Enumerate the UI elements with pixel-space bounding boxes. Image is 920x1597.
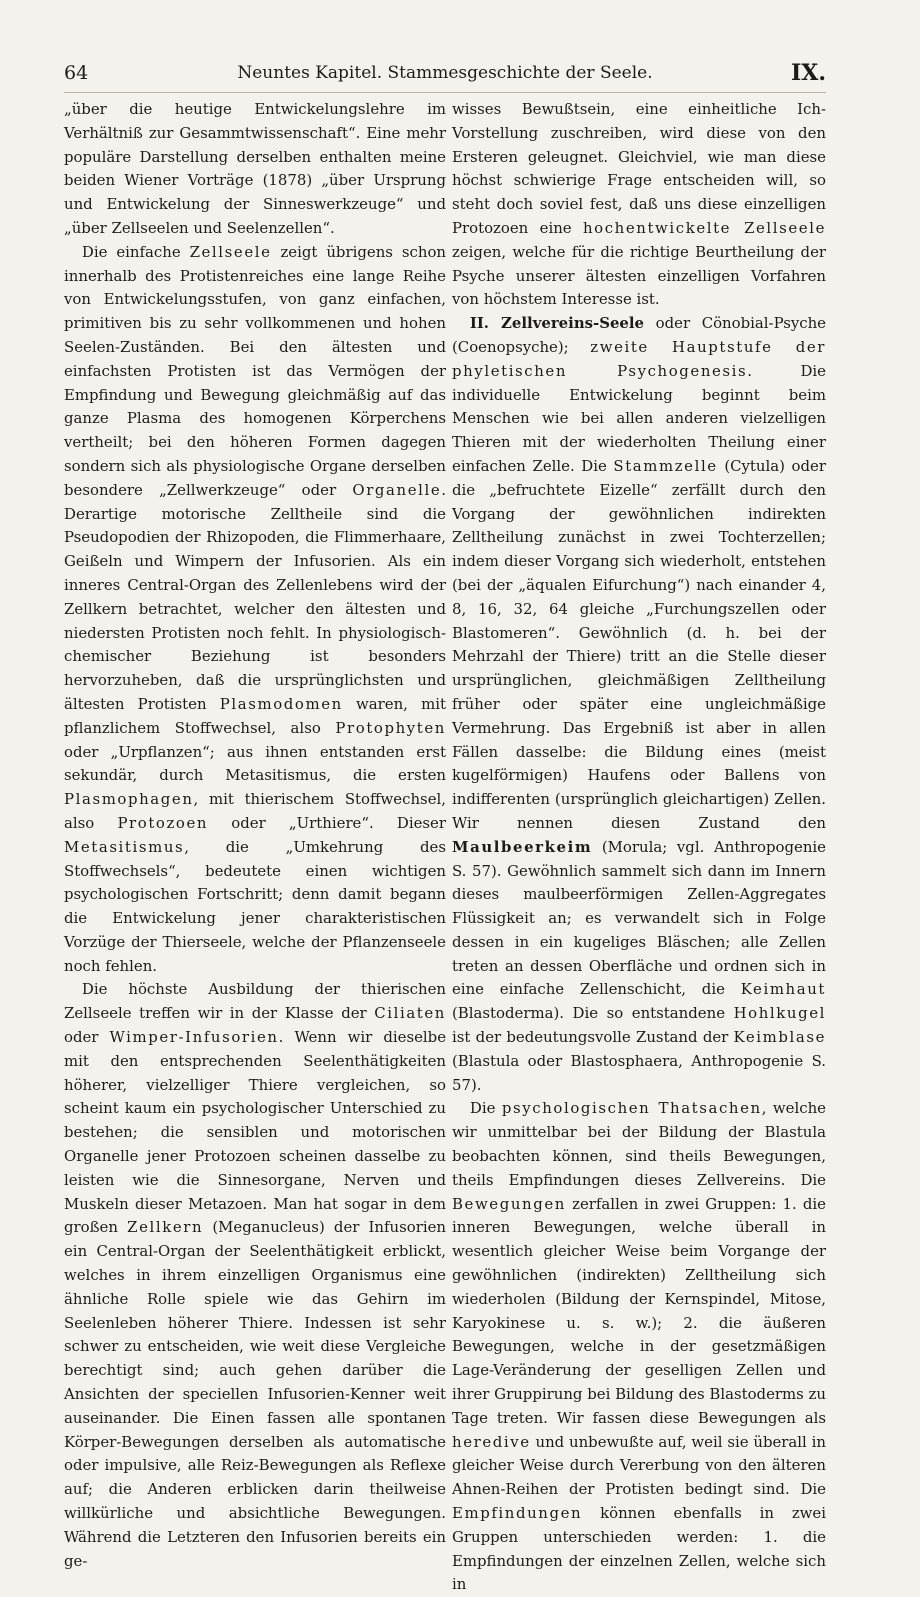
emphasis-term: Protophyten	[335, 718, 446, 737]
text-run: , welche wir unmittelbar bei der Bildung der Blastula beobachten können, sind theils Bewegungen, theils Empfindungen dieses Zellvereins. Die	[452, 1099, 826, 1189]
text-run: oder Cönobial-Psyche (Coenopsyche);	[452, 314, 826, 356]
emphasis-term: Keimblase	[733, 1028, 826, 1047]
left-column	[64, 98, 447, 1570]
emphasis-term: Keimhaut	[740, 980, 826, 999]
emphasis-term: Maulbeerkeim	[452, 837, 593, 856]
section-heading: II. Zellvereins-Seele	[469, 314, 645, 333]
emphasis-term: Wimper-Infusorien	[109, 1028, 279, 1047]
text-run: (Meganucleus) der Infusorien ein Central-Organ der Seelenthätigkeit erblickt, welches in ihrem einzelligen Organismus eine ähnliche Rolle spiele wie das Gehirn im Seelenleben höherer Thiere. Indessen ist sehr schwer zu entscheiden, wie weit diese Vergleiche berechtigt sind; auch gehen darüber die Ansichten der speciellen Infusorien-Kenner weit auseinander. Die Einen fassen alle spontanen Körper-Bewegungen derselben als automatische oder impulsive, alle Reiz-Bewegungen als Reflexe auf; die Anderen erblicken darin theilweise willkürliche und absichtliche Bewegungen. Während die Letzteren den Infusorien bereits ein ge-	[64, 1218, 447, 1570]
text-run: oder „Urthiere“. Dieser	[208, 813, 446, 832]
text-run: oder „Urpflanzen“; aus ihnen entstanden erst sekundär, durch Metasitismus, die ersten	[64, 742, 446, 785]
emphasis-term: zweite Hauptstufe der phyletischen Psychogenesis	[452, 337, 826, 380]
left-paragraph-3	[64, 978, 446, 1573]
emphasis-term: Zellseele	[189, 242, 272, 261]
running-title: Neuntes Kapitel. Stammesgeschichte der Seele.	[237, 63, 653, 83]
left-paragraph-2	[64, 241, 446, 979]
emphasis-term: Protozoen	[117, 813, 209, 832]
text-run: ist der bedeutungsvolle Zustand der	[452, 1028, 734, 1047]
text-run: Die einfache	[81, 242, 190, 261]
right-paragraph-1	[452, 98, 826, 312]
right-column	[452, 98, 826, 1594]
text-run: . Derartige motorische Zelltheile sind die Pseudopodien der Rhizopoden, die Flimmerhaare, Geißeln und Wimpern der Infusorien. Als ein inneres Central-Organ des Zellenlebens wird der Zellkern betrachtet, welcher den ältesten und niedersten Protisten noch fehlt. In physiologisch-chemischer Beziehung ist besonders hervorzuheben, daß die ursprünglichsten und ältesten Protisten	[64, 480, 446, 713]
text-run: . Die individuelle Entwickelung beginnt beim Menschen wie bei allen anderen vielzelligen Thieren mit der wiederholten Theilung einer einfachen Zelle. Die	[452, 361, 826, 475]
emphasis-term: hochentwickelte Zellseele	[582, 218, 826, 237]
text-run: und unbewußte auf, weil sie überall in gleicher Weise durch Vererbung von den älteren Ahnen-Reihen der Protisten bedingt sind. Die	[452, 1432, 826, 1499]
emphasis-term: Ciliaten	[374, 1004, 446, 1023]
page-header	[64, 62, 826, 96]
emphasis-term: Plasmodomen	[219, 694, 343, 713]
text-run: (Cytula) oder die „befruchtete Eizelle“ zerfällt durch den Vorgang der gewöhnlichen indirekten Zelltheilung zunächst in zwei Tochterzellen; indem dieser Vorgang sich wiederholt, entstehen (bei der „äqualen Eifurchung“) nach einander 4, 8, 16, 32, 64 gleiche „Furchungszellen oder Blastomeren“. Gewöhnlich (d. h. bei der Mehrzahl der Thiere) tritt an die Stelle dieser ursprünglichen, gleichmäßigen Zelltheilung früher oder später eine ungleichmäßige Vermehrung. Das Ergebniß ist aber in allen Fällen dasselbe: die Bildung eines (meist kugelförmigen) Haufens oder Ballens von indifferenten (ursprünglich gleichartigen) Zellen. Wir nennen diesen Zustand den	[452, 456, 826, 832]
text-run: zerfallen in zwei Gruppen: 1. die inneren Bewegungen, welche überall in wesentlich gleicher Weise beim Vorgange der gewöhnlichen (indirekten) Zelltheilung sich wiederholen (Bildung der Kernspindel, Mitose, Karyokinese u. s. w.); 2. die äußeren Bewegungen, welche in der gesetzmäßigen Lage-Veränderung der geselligen Zellen und ihrer Gruppirung bei Bildung des Blastoderms zu Tage treten. Wir fassen diese Bewegungen als	[452, 1194, 826, 1427]
right-paragraph-3	[452, 1097, 826, 1597]
text-run: . Wenn wir dieselbe mit den entsprechenden Seelenthätigkeiten höherer, vielzelliger Thiere vergleichen, so scheint kaum ein psychologischer Unterschied zu bestehen; die sensiblen und motorischen Organelle jener Protozoen scheinen dasselbe zu leisten wie die Sinnesorgane, Nerven und Muskeln dieser Metazoen. Man hat sogar in dem großen	[64, 1028, 447, 1237]
emphasis-term: psychologischen Thatsachen	[501, 1099, 762, 1118]
text-run: zeigen, welche für die richtige Beurtheilung der Psyche unserer ältesten einzelligen Vorfahren von höchstem Interesse ist.	[452, 242, 826, 309]
emphasis-term: Plasmophagen	[64, 790, 194, 809]
text-run: (Blastoderma). Die so entstandene	[452, 1004, 734, 1023]
emphasis-term: Organelle	[352, 480, 442, 499]
header-rule	[64, 92, 826, 93]
page-number: 64	[64, 62, 89, 84]
text-run: Die höchste Ausbildung der thierischen Zellseele treffen wir in der Klasse der	[64, 980, 446, 1023]
text-run: wisses Bewußtsein, eine einheitliche Ich-Vorstellung zuschreiben, wird diese von den Ersteren geleugnet. Gleichviel, wie man diese höchst schwierige Frage entscheiden will, so steht doch soviel fest, daß uns diese einzelligen Protozoen eine	[452, 100, 826, 237]
text-run: Die	[469, 1099, 502, 1118]
text-run: , mit thierischem Stoffwechsel, also	[64, 790, 446, 832]
emphasis-term: Bewegungen	[452, 1194, 566, 1213]
emphasis-term: Empfindungen	[452, 1504, 583, 1523]
emphasis-term: Zellkern	[127, 1218, 204, 1237]
text-run: , die „Umkehrung des Stoffwechsels“, bedeutete einen wichtigen psychologischen Fortschritt; denn damit begann die Entwickelung jener charakteristischen Vorzüge der Thierseele, welche der Pflanzenseele noch fehlen.	[64, 837, 446, 975]
emphasis-term: Stammzelle	[613, 456, 718, 475]
text-run: (Blastula oder Blastosphaera, Anthropogenie S. 57).	[452, 1051, 826, 1094]
chapter-number: IX.	[790, 60, 826, 86]
emphasis-term: Metasitismus	[64, 837, 185, 856]
text-run: (Morula; vgl. Anthropogenie S. 57). Gewöhnlich sammelt sich dann im Innern dieses maulbeerförmigen Zellen-Aggregates Flüssigkeit an; es verwandelt sich in Folge dessen in ein kugeliges Bläschen; alle Zellen treten an dessen Oberfläche und ordnen sich in eine einfache Zellenschicht, die	[452, 837, 826, 999]
emphasis-term: heredive	[452, 1432, 531, 1451]
emphasis-term: Hohlkugel	[733, 1004, 826, 1023]
text-run: können ebenfalls in zwei Gruppen unterschieden werden: 1. die Empfindungen der einzelnen Zellen, welche sich in	[452, 1504, 826, 1594]
text-run: oder	[64, 1028, 110, 1047]
text-run: zeigt übrigens schon innerhalb des Protistenreiches eine lange Reihe von Entwickelungsstufen, von ganz einfachen, primitiven bis zu sehr vollkommenen und hohen Seelen-Zuständen. Bei den ältesten und einfachsten Protisten ist das Vermögen der Empfindung und Bewegung gleichmäßig auf das ganze Plasma des homogenen Körperchens vertheilt; bei den höheren Formen dagegen sondern sich als physiologische Organe derselben besondere „Zellwerkzeuge“ oder	[64, 242, 446, 499]
right-paragraph-2	[452, 312, 826, 1097]
left-paragraph-1: „über die heutige Entwickelungslehre im Verhältniß zur Gesammtwissenschaft“. Eine mehr populäre Darstellung derselben enthalten meine beiden Wiener Vorträge (1878) „über Ursprung und Entwickelung der Sinneswerkzeuge“ und „über Zellseelen und Seelenzellen“.	[64, 100, 446, 237]
text-run: waren, mit pflanzlichem Stoffwechsel, also	[64, 694, 446, 737]
